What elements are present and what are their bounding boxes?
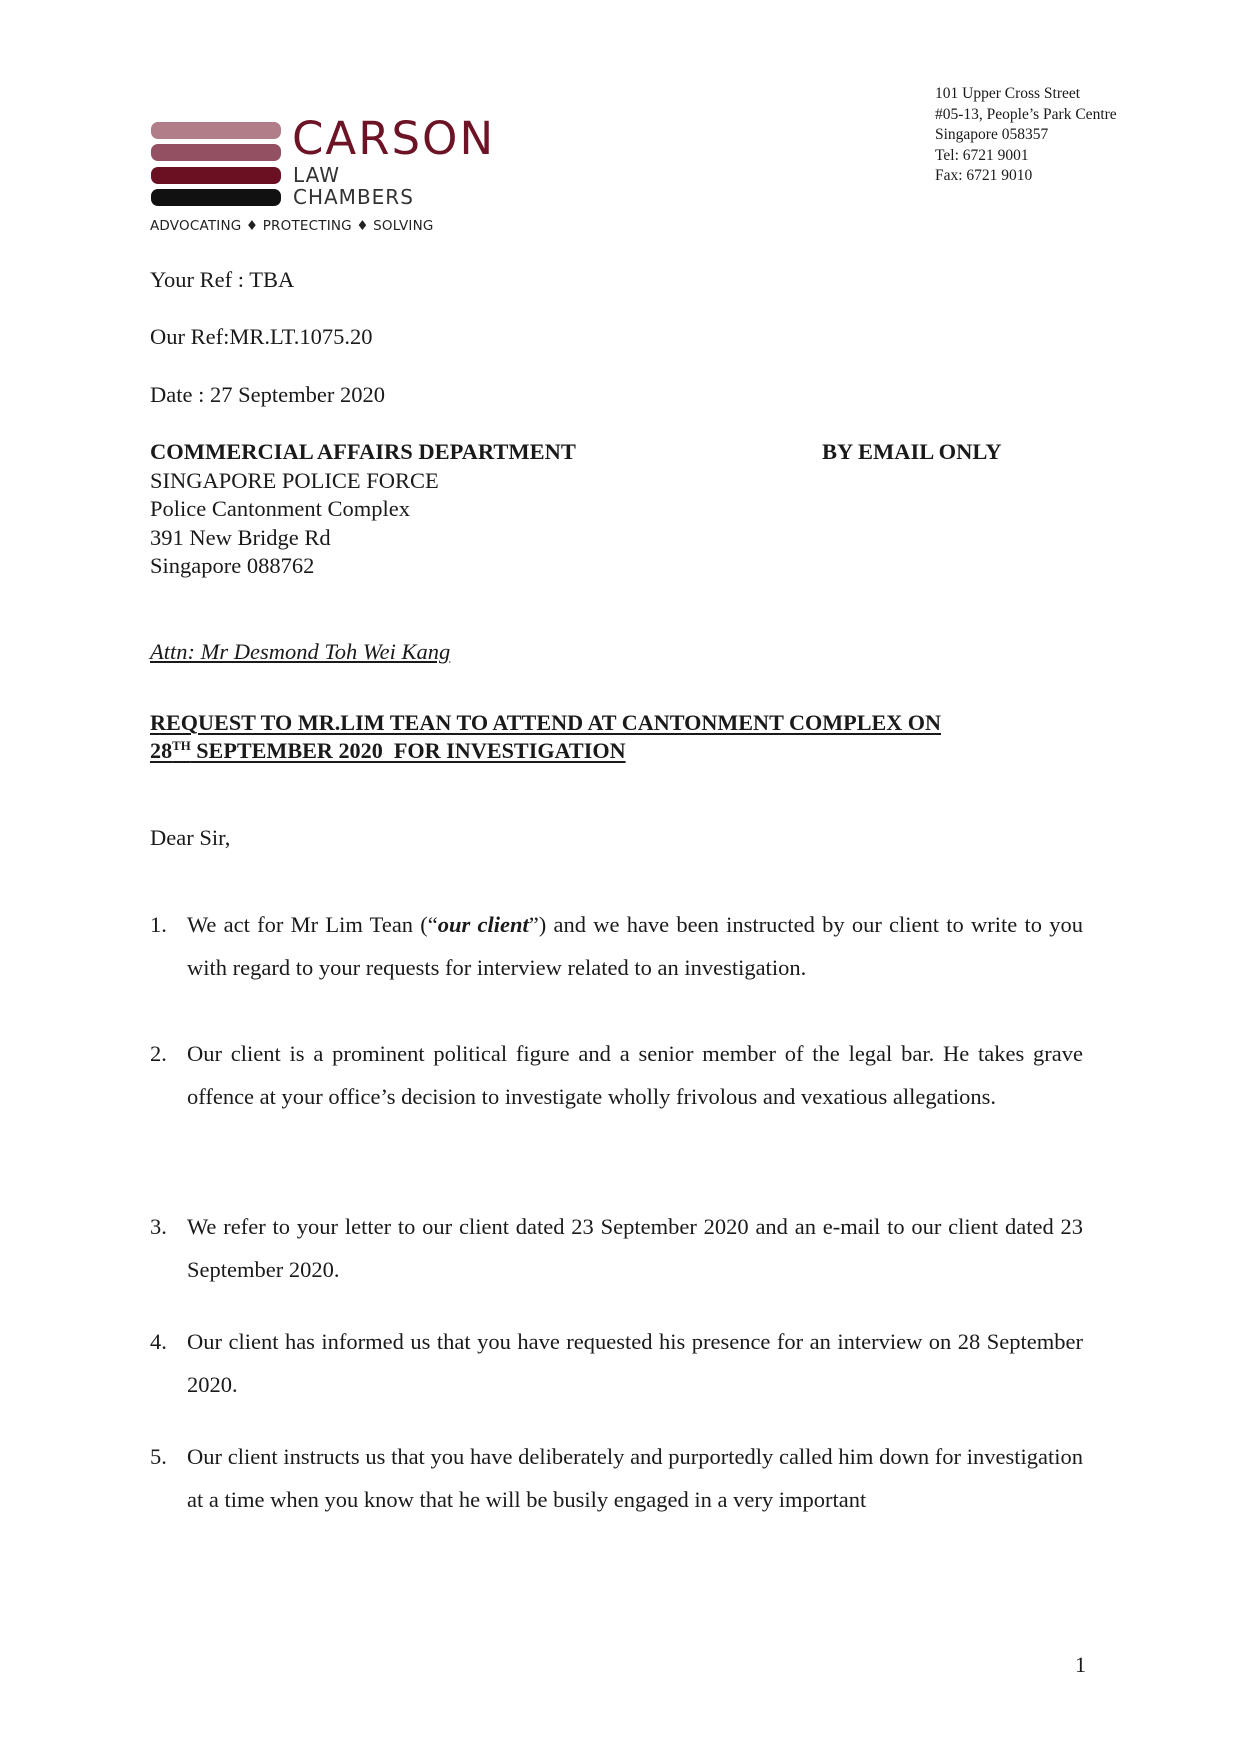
firm-name: CARSON: [292, 112, 496, 165]
address-line: 101 Upper Cross Street: [935, 85, 1081, 102]
paragraph-text: Our client has informed us that you have requested his presence for an interview on 28 September 2020.: [187, 1329, 1083, 1397]
fax: Fax: 6721 9010: [935, 167, 1033, 184]
firm-subtitle: [293, 164, 414, 208]
paragraph-2: [150, 1032, 1083, 1118]
paragraph-text: Our client instructs us that you have deliberately and purportedly called him down for investigation at a time when you know that he will be busily engaged in a very important: [187, 1444, 1083, 1512]
salutation: Dear Sir,: [150, 825, 231, 850]
paragraph-text-part: ”) and we have been instructed by our client to write to you with regard to your requests for interview related to an investigation.: [187, 912, 1083, 980]
recipient-line: Singapore 088762: [150, 553, 315, 578]
paragraph-3: [150, 1205, 1083, 1291]
subject-rest: SEPTEMBER 2020 FOR INVESTIGATION: [190, 738, 626, 763]
recipient-address: [150, 438, 576, 581]
firm-address: [935, 84, 1117, 187]
paragraph-number: 3.: [150, 1214, 167, 1239]
subject-ordinal: TH: [172, 738, 191, 753]
logo-bar: [151, 167, 281, 184]
paragraph-1: [150, 903, 1083, 989]
telephone: Tel: 6721 9001: [935, 146, 1029, 164]
logo-bar: [151, 122, 281, 139]
paragraph-number: 1.: [150, 912, 167, 937]
subject-day: 28: [150, 738, 173, 763]
paragraph-number: 4.: [150, 1329, 167, 1354]
paragraph-text: [187, 903, 1083, 989]
subject-line: [150, 737, 941, 765]
logo-bar: [151, 144, 281, 161]
delivery-method: BY EMAIL ONLY: [822, 439, 1002, 464]
paragraph-text: Our client is a prominent political figure and a senior member of the legal bar. He takes grave offence at your office’s decision to investigate wholly frivolous and vexatious allegations.: [187, 1041, 1083, 1109]
paragraph-text-part: We act for Mr Lim Tean (“: [187, 912, 438, 937]
firm-subtitle-line: CHAMBERS: [293, 185, 414, 209]
paragraph-4: [150, 1320, 1083, 1406]
letter-subject: [150, 709, 941, 765]
address-line: Singapore 058357: [935, 126, 1049, 143]
letter-date: Date : 27 September 2020: [150, 382, 385, 407]
paragraph-5: [150, 1435, 1083, 1521]
address-line: #05-13, People’s Park Centre: [935, 105, 1117, 123]
recipient-department: COMMERCIAL AFFAIRS DEPARTMENT: [150, 439, 576, 464]
recipient-line: Police Cantonment Complex: [150, 496, 410, 521]
your-reference: Your Ref : TBA: [150, 267, 295, 292]
paragraph-number: 5.: [150, 1444, 167, 1469]
recipient-line: SINGAPORE POLICE FORCE: [150, 467, 439, 493]
paragraph-number: 2.: [150, 1041, 167, 1066]
our-reference: Our Ref:MR.LT.1075.20: [150, 324, 373, 349]
defined-term: our client: [437, 912, 529, 937]
logo-bar: [151, 189, 281, 206]
firm-tagline: ADVOCATING ♦ PROTECTING ♦ SOLVING: [150, 218, 434, 234]
firm-subtitle-line: LAW: [293, 163, 340, 187]
paragraph-text: We refer to your letter to our client dated 23 September 2020 and an e-mail to our client dated 23 September 2020.: [187, 1214, 1083, 1282]
recipient-line: 391 New Bridge Rd: [150, 524, 331, 550]
page-number: 1: [1075, 1652, 1086, 1677]
subject-line: REQUEST TO MR.LIM TEAN TO ATTEND AT CANTONMENT COMPLEX ON: [150, 710, 942, 735]
attention-line: Attn: Mr Desmond Toh Wei Kang: [150, 639, 451, 664]
